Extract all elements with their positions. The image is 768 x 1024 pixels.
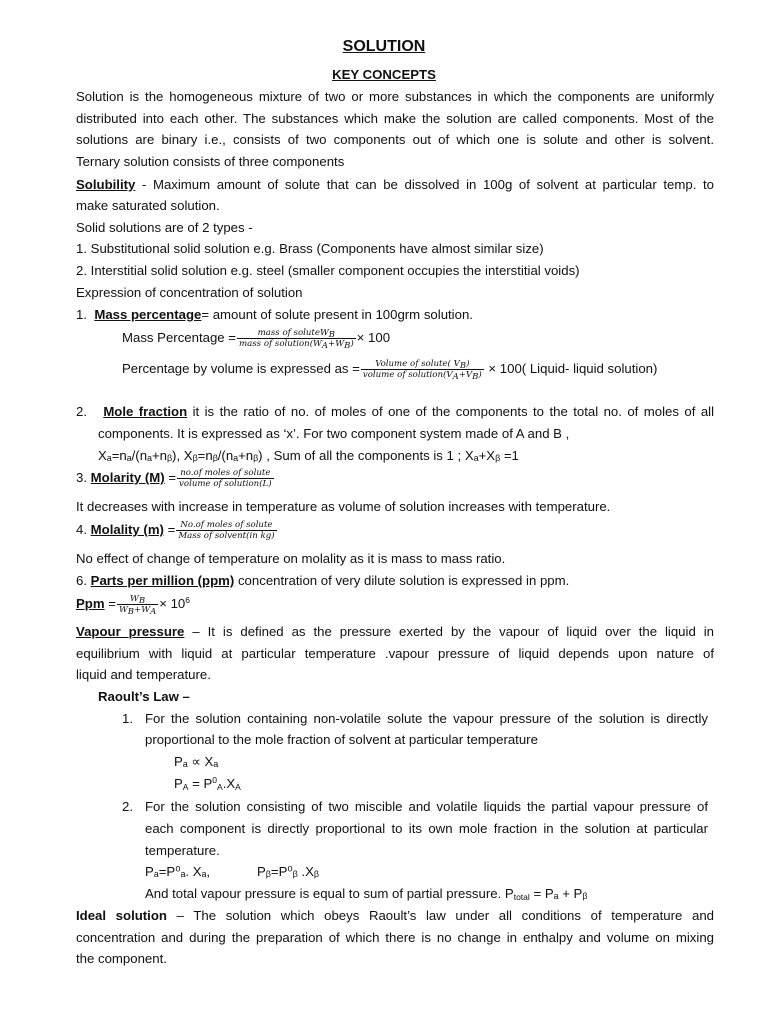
vapour-pressure-term: Vapour pressure: [76, 624, 185, 639]
ideal-solution-line-2: concentration and during the preparation of which there is no change in enthalpy and volume on mixing: [76, 930, 714, 945]
molality-term: Molality (m): [90, 522, 164, 537]
times-100: × 100: [356, 330, 391, 345]
ppm-fraction: $\frac{W_B}{W_B+W_A}$: [118, 594, 157, 618]
volume-fraction: [361, 359, 484, 383]
mass-percentage-term: Mass percentage: [94, 307, 202, 322]
raoult-item-2-line-3: temperature.: [145, 843, 220, 858]
ideal-solution-line-3: the component.: [76, 951, 167, 966]
molarity-line: 3. Molarity (M) = $\frac{\text{no.of moles of solute}}{\text{volume of solution(L)}}$: [76, 468, 272, 490]
item-number: 1.: [76, 307, 87, 322]
ideal-solution-term: Ideal solution: [76, 908, 167, 923]
partial-pressure-a: Pₐ=P⁰ₐ. Xₐ,: [145, 864, 211, 879]
raoult-item-2-line-1: For the solution consisting of two miscible and volatile liquids the partial vapour pressure of: [145, 799, 708, 814]
mole-fraction-term: Mole fraction: [103, 404, 188, 419]
volume-label: Percentage by volume is expressed as =: [122, 361, 360, 376]
ideal-solution-line-1: Ideal solution – The solution which obeys Raoult’s law under all conditions of temperature and: [76, 908, 714, 923]
mass-percentage-def: = amount of solute present in 100grm solution.: [201, 307, 473, 322]
raoult-heading: Raoult’s Law –: [98, 689, 190, 704]
raoult-item-1-number: 1.: [122, 711, 133, 726]
volume-times-100: × 100( Liquid- liquid solution): [488, 361, 658, 376]
vapour-pressure-line-1: Vapour pressure – It is defined as the pressure exerted by the vapour of liquid over the liquid in: [76, 624, 714, 639]
mole-fraction-def: it is the ratio of no. of moles of one of the components to the total no. of moles of all: [187, 404, 715, 419]
fraction-denominator: volume of $solution(V_A+V_B)$: [362, 370, 482, 383]
ppm-label: Ppm: [76, 596, 105, 611]
raoult-item-2-line-2: each component is directly proportional to its own mole fraction in the solution at particular: [145, 821, 708, 836]
ppm-def: concentration of very dilute solution is expressed in ppm.: [234, 573, 570, 588]
ppm-formula: Ppm = $\frac{W_B}{W_B+W_A}$ × $10^6$: [76, 594, 191, 618]
ppm-term: Parts per million (ppm): [90, 573, 235, 588]
mass-percentage-fraction: [237, 328, 356, 352]
molality-note: No effect of change of temperature on molality as it is mass to mass ratio.: [76, 551, 506, 566]
solid-solutions-heading: Solid solutions are of 2 types -: [76, 220, 253, 235]
page-subtitle: KEY CONCEPTS: [332, 67, 436, 82]
intro-line-3: solutions are binary i.e., consists of two components out of which one is solute and other is solvent.: [76, 132, 714, 147]
item-number: 2.: [76, 404, 87, 419]
raoult-item-2-number: 2.: [122, 799, 133, 814]
vapour-pressure-line-3: liquid and temperature.: [76, 667, 211, 682]
solubility-term: Solubility: [76, 177, 136, 192]
fraction-numerator: Volume of solute( $V_B$): [375, 359, 470, 372]
mass-percentage-line: [76, 306, 473, 324]
raoult-item-1-line-2: proportional to the mole fraction of solvent at particular temperature: [145, 732, 538, 747]
mass-percentage-formula: [122, 325, 390, 351]
fraction-denominator: mass of $solution(W_A+W_B)$: [239, 339, 354, 352]
solid-solution-item-2: 2. Interstitial solid solution e.g. steel (smaller component occupies the interstitial voids): [76, 263, 580, 278]
raoult-item-1-line-1: For the solution containing non-volatile solute the vapour pressure of the solution is directly: [145, 711, 708, 726]
intro-line-4: Ternary solution consists of three components: [76, 154, 345, 169]
mole-fraction-line-1: [76, 403, 714, 421]
ppm-line: 6. Parts per million (ppm) concentration of very dilute solution is expressed in ppm.: [76, 573, 570, 588]
vapour-pressure-line-2: equilibrium with liquid at particular temperature .vapour pressure of liquid depends upon nature of: [76, 646, 714, 661]
page-title: SOLUTION: [342, 38, 426, 55]
molality-line: 4. Molality (m) = $\frac{\text{No.of moles of solute}}{\text{Mass of solvent(in kg)}}$: [76, 520, 275, 542]
total-pressure-line: And total vapour pressure is equal to sum of partial pressure. $P_{total} = P_a$ + Pᵦ: [145, 886, 588, 902]
formula-label: Mass Percentage =: [122, 330, 236, 345]
molality-fraction: $\frac{\text{No.of moles of solute}}{\text{Mass of solvent(in kg)}}$: [178, 520, 275, 542]
solubility-line-2: make saturated solution.: [76, 198, 220, 213]
fraction-numerator: mass of soluteW$_B$: [257, 328, 336, 341]
molarity-term: Molarity (M): [90, 470, 165, 485]
expression-heading: Expression of concentration of solution: [76, 285, 303, 300]
partial-pressure-b: Pᵦ=P⁰ᵦ .Xᵦ: [257, 864, 319, 879]
intro-line-2: distributed into each other. The substances which make the solution are called components. Most of the: [76, 111, 714, 126]
molarity-note: It decreases with increase in temperature as volume of solution increases with temperature.: [76, 499, 611, 514]
raoult-equation-2: $P_A = P^0_A.X_A$: [174, 775, 241, 792]
solubility-line-1: [76, 176, 714, 194]
intro-line-1: Solution is the homogeneous mixture of two or more substances in which the components are uniformly: [76, 89, 714, 104]
molarity-fraction: $\frac{\text{no.of moles of solute}}{\text{volume of solution(L)}}$: [179, 468, 272, 490]
raoult-equation-1: Pₐ ∝ Xₐ: [174, 754, 219, 769]
mole-fraction-line-3: Xₐ=nₐ/(nₐ+nᵦ), Xᵦ=nᵦ/(nₐ+nᵦ) , Sum of all the components is 1 ; Xₐ+Xᵦ =1: [98, 448, 519, 463]
solid-solution-item-1: 1. Substitutional solid solution e.g. Brass (Components have almost similar size): [76, 241, 544, 256]
solubility-def: - Maximum amount of solute that can be dissolved in 100g of solvent at particular temp. to: [135, 177, 714, 192]
mole-fraction-line-2: components. It is expressed as ‘x’. For two component system made of A and B ,: [98, 426, 570, 441]
volume-percentage-formula: [122, 356, 657, 382]
